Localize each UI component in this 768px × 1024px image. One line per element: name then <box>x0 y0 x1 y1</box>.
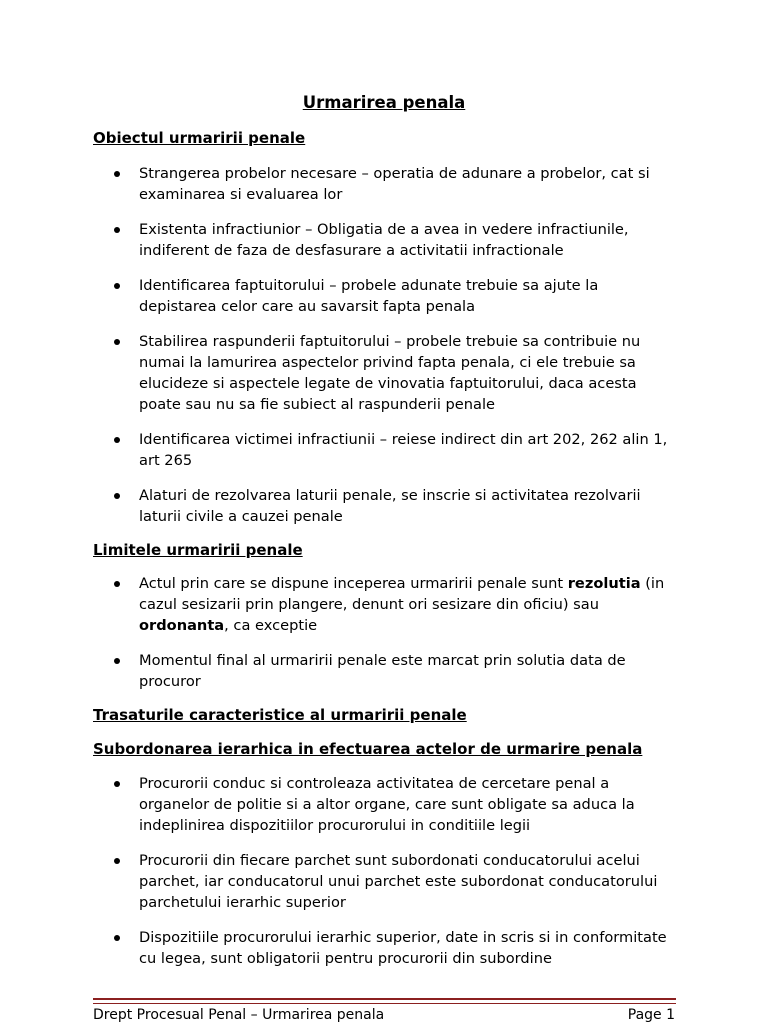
document-title: Urmarirea penala <box>302 93 466 112</box>
bullet-icon <box>114 493 120 499</box>
section-heading-trasaturile: Trasaturile caracteristice al urmaririi penale <box>93 706 467 724</box>
bullet-icon <box>114 283 120 289</box>
list-item: Procurorii din fiecare parchet sunt subordonati conducatorului acelui parchet, iar conducatorul unui parchet este subordonat conducatorului parchetului ierarhic superior <box>0 850 679 913</box>
list-item: Momentul final al urmaririi penale este marcat prin solutia data de procuror <box>0 650 679 692</box>
list-item: Identificarea victimei infractiunii – reiese indirect din art 202, 262 alin 1, art 265 <box>0 429 679 471</box>
footer-document-title: Drept Procesual Penal – Urmarirea penala <box>93 1007 385 1023</box>
footer-divider <box>93 998 676 1000</box>
bullet-list-limitele <box>0 573 768 706</box>
bullet-list-obiectul <box>0 163 768 541</box>
bullet-icon <box>114 658 120 664</box>
bullet-icon <box>114 339 120 345</box>
list-item: Procurorii conduc si controleaza activitatea de cercetare penal a organelor de politie si a altor organe, care sunt obligate sa aduca la indeplinirea dispozitiilor procurorului in conditiile legii <box>0 773 679 836</box>
bullet-icon <box>114 437 120 443</box>
section-heading-subordonarea: Subordonarea ierarhica in efectuarea actelor de urmarire penala <box>93 740 643 758</box>
bullet-icon <box>114 227 120 233</box>
list-item: Dispozitiile procurorului ierarhic superior, date in scris si in conformitate cu legea, sunt obligatorii pentru procurorii din subordine <box>0 927 679 969</box>
bullet-icon <box>114 581 120 587</box>
bullet-icon <box>114 781 120 787</box>
section-heading-obiectul: Obiectul urmaririi penale <box>93 129 306 147</box>
footer-page-number: Page 1 <box>627 1007 675 1023</box>
list-item: Strangerea probelor necesare – operatia de adunare a probelor, cat si examinarea si evaluarea lor <box>0 163 679 205</box>
bullet-icon <box>114 858 120 864</box>
list-item: Alaturi de rezolvarea laturii penale, se inscrie si activitatea rezolvarii laturii civile a cauzei penale <box>0 485 679 527</box>
bullet-icon <box>114 935 120 941</box>
list-item: Stabilirea raspunderii faptuitorului – probele trebuie sa contribuie nu numai la lamurirea aspectelor privind fapta penala, ci ele trebuie sa elucideze si aspectele legate de vinovatia faptuitorului, daca acesta poate sau nu sa fie subiect al raspunderii penale <box>0 331 679 415</box>
bullet-list-subordonarea <box>0 773 768 983</box>
list-item: Actul prin care se dispune inceperea urmaririi penale sunt rezolutia (in cazul sesizarii prin plangere, denunt ori sesizare din oficiu) sau ordonanta, ca exceptie <box>0 573 679 636</box>
bullet-icon <box>114 171 120 177</box>
section-heading-limitele: Limitele urmaririi penale <box>93 541 303 559</box>
list-item: Existenta infractiunior – Obligatia de a avea in vedere infractiunile, indiferent de faza de desfasurare a activitatii infractionale <box>0 219 679 261</box>
list-item: Identificarea faptuitorului – probele adunate trebuie sa ajute la depistarea celor care au savarsit fapta penala <box>0 275 679 317</box>
footer-divider-thin <box>93 1003 676 1004</box>
